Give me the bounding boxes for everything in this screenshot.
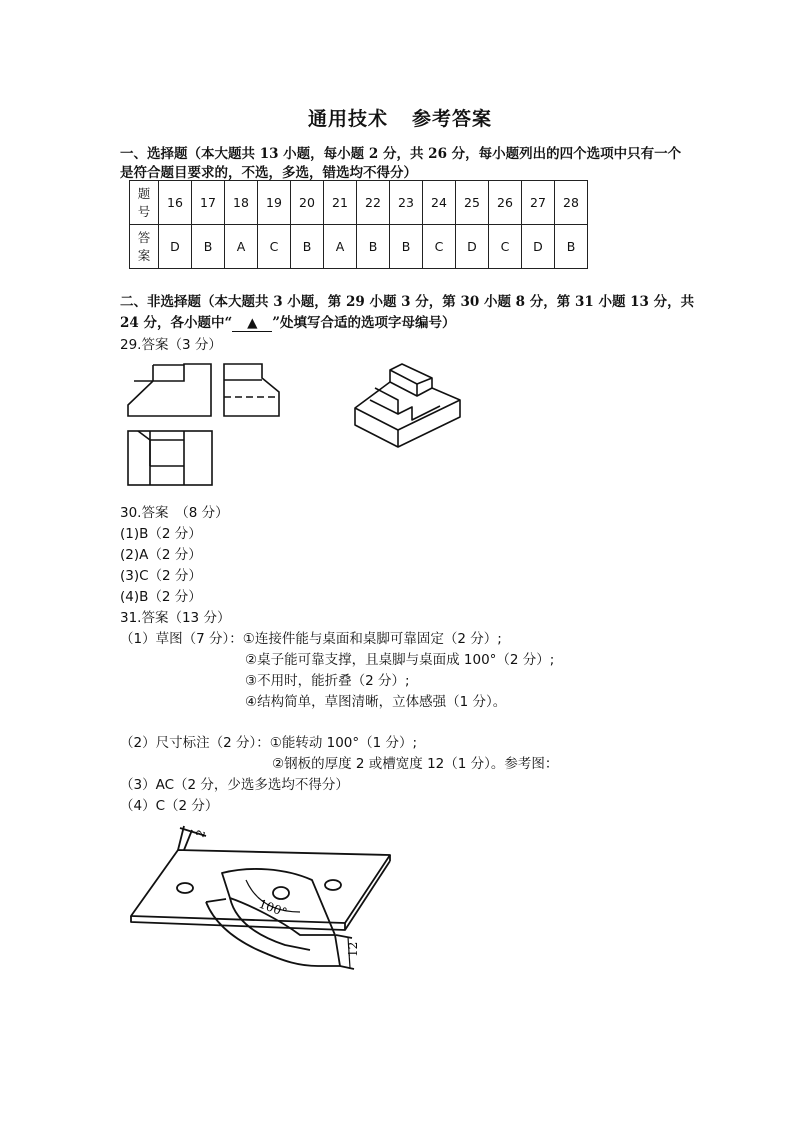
- table-cell: 19: [258, 181, 291, 225]
- table-cell: B: [555, 225, 588, 269]
- table-cell: B: [291, 225, 324, 269]
- answer-blank: ▲: [232, 315, 272, 332]
- table-cell: C: [489, 225, 522, 269]
- table-cell: 23: [390, 181, 423, 225]
- table-cell: A: [225, 225, 258, 269]
- table-head-number-text: 题 号: [137, 185, 151, 219]
- section1-heading-line1: 一、选择题（本大题共 13 小题，每小题 2 分，共 26 分，每小题列出的四个选项中只有一个: [120, 146, 682, 162]
- section2-line2-post: ”处填写合适的选项字母编号）: [272, 315, 456, 331]
- table-cell: 26: [489, 181, 522, 225]
- table-cell: 17: [192, 181, 225, 225]
- dim-thickness-label: 2: [193, 828, 209, 840]
- q30-item-4: (4)B（2 分）: [120, 589, 202, 605]
- q31-part3: （3）AC（2 分，少选多选均不得分）: [120, 777, 349, 793]
- table-cell: B: [357, 225, 390, 269]
- q31-part1-d: ④结构简单，草图清晰，立体感强（1 分）。: [245, 694, 507, 710]
- table-cell: C: [423, 225, 456, 269]
- table-cell: 25: [456, 181, 489, 225]
- table-cell: 22: [357, 181, 390, 225]
- q31-part2-b: ②钢板的厚度 2 或槽宽度 12（1 分）。参考图：: [272, 756, 559, 772]
- q29-label: 29.答案（3 分）: [120, 337, 222, 353]
- q30-item-1: (1)B（2 分）: [120, 526, 202, 542]
- table-cell: 28: [555, 181, 588, 225]
- q31-label: 31.答案（13 分）: [120, 610, 231, 626]
- dim-width-label: 12: [346, 941, 360, 957]
- table-cell: 20: [291, 181, 324, 225]
- section2-heading-line1: 二、非选择题（本大题共 3 小题，第 29 小题 3 分，第 30 小题 8 分，第 31 小题 13 分，共: [120, 294, 695, 310]
- table-cell: D: [456, 225, 489, 269]
- q31-part4: （4）C（2 分）: [120, 798, 219, 814]
- q31-part1-b: ②桌子能可靠支撑，且桌脚与桌面成 100°（2 分）;: [245, 652, 555, 668]
- q30-item-2: (2)A（2 分）: [120, 547, 202, 563]
- table-head-answer-text: 答 案: [137, 229, 151, 263]
- section2-line2-pre: 24 分，各小题中“: [120, 315, 233, 331]
- table-cell: A: [324, 225, 357, 269]
- table-cell: 27: [522, 181, 555, 225]
- hole-right: [325, 880, 341, 890]
- table-cell: B: [192, 225, 225, 269]
- table-cell: C: [258, 225, 291, 269]
- section1-heading-line2: 是符合题目要求的，不选，多选，错选均不得分）: [120, 165, 417, 181]
- title-answer-key: 参考答案: [412, 108, 493, 130]
- q31-part1-c: ③不用时，能折叠（2 分）;: [245, 673, 410, 689]
- table-cell: 16: [159, 181, 192, 225]
- table-cell: D: [522, 225, 555, 269]
- q30-item-3: (3)C（2 分）: [120, 568, 202, 584]
- q30-label: 30.答案 （8 分）: [120, 505, 229, 521]
- table-cell: B: [390, 225, 423, 269]
- dim-angle-label: 100°: [256, 896, 289, 920]
- table-cell: 18: [225, 181, 258, 225]
- table-cell: D: [159, 225, 192, 269]
- q31-part2-lead: （2）尺寸标注（2 分）：①能转动 100°（1 分）;: [120, 735, 418, 751]
- title-subject: 通用技术: [307, 108, 388, 130]
- table-cell: 24: [423, 181, 456, 225]
- hole-left: [177, 883, 193, 893]
- hinge-hole: [273, 887, 289, 899]
- table-cell: 21: [324, 181, 357, 225]
- q31-part1-lead: （1）草图（7 分）：①连接件能与桌面和桌脚可靠固定（2 分）;: [120, 631, 502, 647]
